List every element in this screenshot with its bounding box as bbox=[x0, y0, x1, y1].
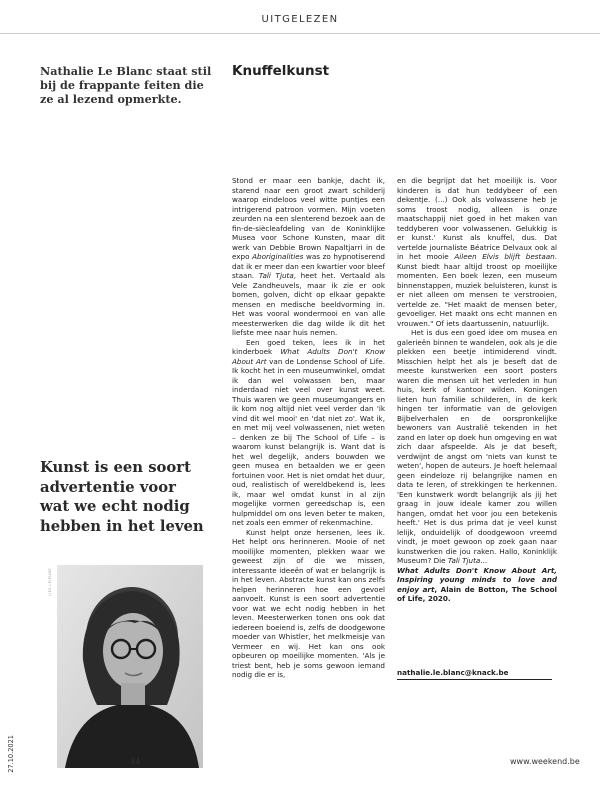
header-divider bbox=[0, 33, 600, 34]
section-label: UITGELEZEN bbox=[261, 14, 339, 25]
article-column-1 bbox=[232, 176, 385, 680]
paragraph: en die begrijpt dat het moeilijk is. Voor kinderen is dat hun teddybeer of een dekentje. (...) Ook als volwassene heb je soms troost nodig, alleen is onze maatschappij niet goed in het maken van teddyberen voor volwassenen. Gelukkig is er kunst.' Kunst als knuffel, dus. Dat vertelde journaliste Béatrice Delvaux ook al in het mooie Aileen Elvis blijft bestaan. Kunst biedt haar altijd troost op moeilijke momenten. Een boek lezen, een museum binnenstappen, muziek beluisteren, kunst is er niet alleen om mensen te verstrooien, vertelde ze. "Het maakt de mensen beter, gevoeliger. Het maakt ons echt mannen en vrouwen." Of iets daartussenin, natuurlijk. bbox=[397, 176, 558, 328]
pull-quote: Kunst is een soort advertentie voor wat we echt nodig hebben in het leven bbox=[40, 459, 204, 535]
book-reference: What Adults Don't Know About Art, Inspiring young minds to love and enjoy art, Alain de Botton, The School of Life, 2020. bbox=[397, 565, 557, 603]
author-photo bbox=[57, 565, 203, 768]
page-number: 34 bbox=[130, 757, 141, 766]
paragraph: Stond er maar een bankje, dacht ik, starend naar een groot zwart schilderij waarop eindeloos veel witte puntjes een intrigerend patroon vormen. Mijn voeten zeurden na een slenterend bezoek aan de fin-de-siècleafdeling van de Koninklijke Musea voor Schone Kunsten, maar dit werk van Debbie Brown Napaltjarri in de expo Aboriginalities was zo hypnotiserend dat ik er meer dan een kwartier voor bleef staan. Tali Tjuta, heet het. Vertaald als Vele Zandheuvels, maar ik zie er ook bomen, golven, dicht op elkaar gepakte mensen en medische beeldvorming in. Het was vooral wondermooi en van alle meesterwerken die dag wilde ik dit het liefste mee naar huis nemen. bbox=[232, 176, 386, 337]
article-column-2 bbox=[397, 176, 557, 604]
paragraph: Een goed teken, lees ik in het kinderboek What Adults Don't Know About Art van de Londense School of Life. Ik kocht het in een museumwinkel, omdat ik dan wel volwassen ben, maar inderdaad niet veel over kunst weet. Thuis waren we geen museumgangers en ik kom nog altijd niet veel verder dan 'ik vind dit wel mooi' en 'dat niet zo'. Wat ik, en met mij veel volwassenen, niet weten – denken ze bij The School of Life – is waarom kunst belangrijk is. Want dat is het wel degelijk, anders bouwden we geen musea en betaalden we er geen fortuinen voor. Het is niet omdat het duur, oud, realistisch of wereldbekend is, lees ik, maar wel omdat kunst in al zijn mogelijke vormen gereedschap is, een hulpmiddel om ons leven beter te maken, net zoals een emmer of rekenmachine. bbox=[232, 337, 385, 527]
paragraph: Het is dus een goed idee om musea en galerieën binnen te wandelen, ook als je die plekken een beetje intimiderend vindt. Misschien helpt het als je beseft dat de meeste kunstwerken een soort posters waren die mensen uit het verleden in hun huis, kerk of kantoor wilden. Koningen lieten hun familie schilderen, in de kerk hingen ter informatie van de gelovigen Bijbelverhalen en de oorspronkelijke bewoners van Australië tekenden in het zand en later op doek hun omgeving en wat zich daar afspeelde. Als je dat beseft, verdwijnt de angst om 'niets van kunst te weten', hopen de auteurs. Je hoeft helemaal geen eindeloze rij belangrijke namen en data te leren, of strekkingen te herkennen. 'Een kunstwerk wordt belangrijk als jij het graag in jouw ideale kamer zou willen hangen, omdat het voor jou een betekenis heeft.' Het is dus prima dat je veel kunst lelijk, onduidelijk of doodgewoon vreemd vindt, je moet gewoon op zoek gaan naar kunstwerken die jou raken. Hallo, Koninklijk Museum? Die Tali Tjuta... bbox=[397, 328, 557, 565]
author-email-link[interactable]: nathalie.le.blanc@knack.be bbox=[397, 668, 509, 677]
website-link[interactable]: www.weekend.be bbox=[510, 757, 580, 766]
issue-date: 27.10.2021 bbox=[7, 735, 15, 773]
photo-credit: LIES LEJEUNE bbox=[48, 568, 52, 597]
article-headline: Knuffelkunst bbox=[232, 63, 330, 79]
author-portrait-image bbox=[57, 565, 203, 768]
paragraph: Kunst helpt onze hersenen, lees ik. Het helpt ons herinneren. Mooie of net mooilijke momenten, plekken waar we geweest zijn of die we missen, interessante ideeën of wat er belangrijk is in het leven. Abstracte kunst kan ons zelfs helpen herinneren hoe een gevoel aanvoelt. Kunst is een soort advertentie voor wat we echt nodig hebben in het leven. Meesterwerken tonen ons ook dat iedereen boeiend is, zelfs de doodgewone moeder van Whistler, het melkmeisje van Vermeer en wij. Het kan ons ook opbeuren op moeilijke momenten. 'Als je triest bent, heb je soms gewoon iemand nodig die er is, bbox=[232, 527, 385, 679]
intro-text: Nathalie Le Blanc staat stil bij de frappante feiten die ze al lezend opmerkte. bbox=[40, 64, 212, 106]
email-underline bbox=[397, 679, 552, 680]
